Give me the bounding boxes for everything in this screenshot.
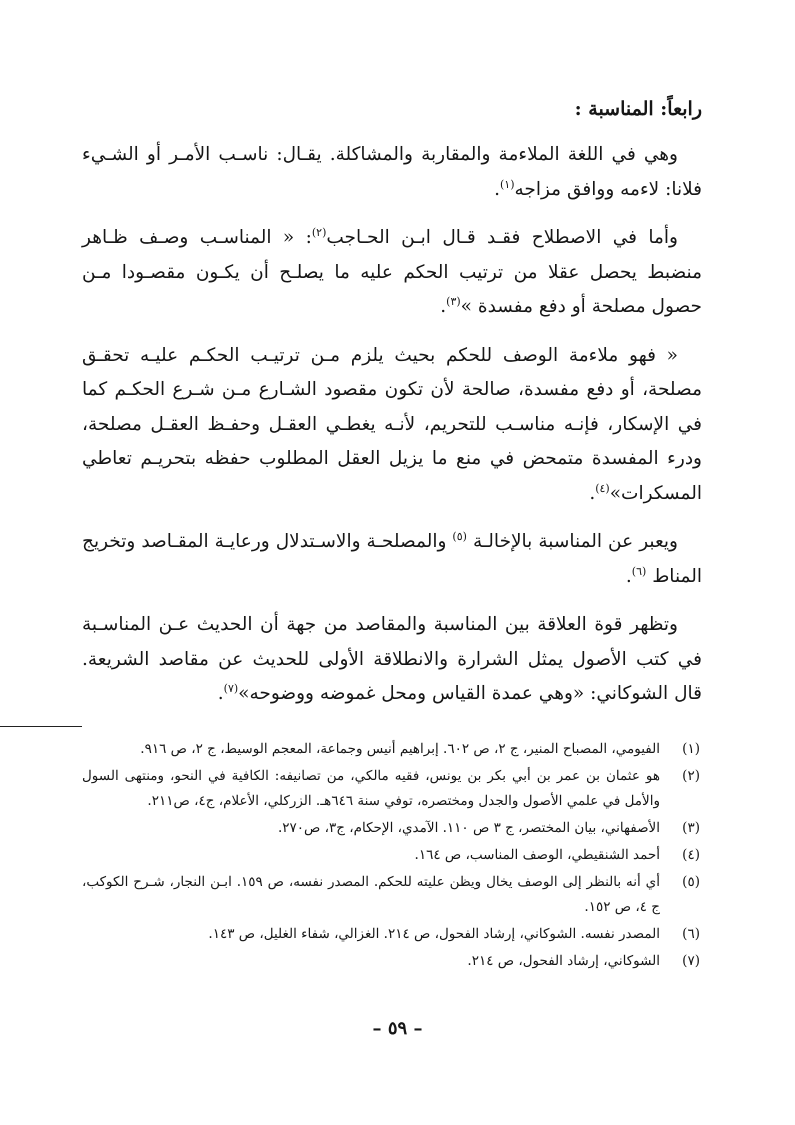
paragraph-tail: .	[494, 178, 500, 200]
paragraph-tail: .	[589, 482, 596, 504]
footnote-ref: (٥)	[452, 529, 467, 543]
footnote-number: (٦)	[682, 925, 700, 942]
paragraph-synonyms	[82, 525, 702, 594]
paragraph-text: وهي في اللغة الملاءمة والمقاربة والمشاكلة. يقـال: ناسـب الأمـر أو الشـيء فلانا: لاءمه ووافق مزاجه	[82, 144, 702, 200]
footnote-ref: (١)	[499, 177, 515, 191]
footnote-item	[82, 737, 702, 762]
paragraph-text: والمصلحـة والاسـتدلال ورعايـة المقـاصد وتخريج المناط	[82, 531, 702, 587]
page-body	[82, 94, 702, 976]
footnote-item	[82, 843, 702, 868]
paragraph-text: ويعبر عن المناسبة بالإخالـة	[466, 531, 678, 552]
paragraph-language-definition	[82, 138, 702, 207]
paragraph-relation	[82, 608, 702, 712]
footnotes-list	[82, 737, 702, 974]
paragraph-text: وتظهر قوة العلاقة بين المناسبة والمقاصد من جهة أن الحديث عـن المناسـبة في كتب الأصول يمثل الشرارة والانطلاقة الأولى للحديث عن مقاصد الشريعة. قال الشوكاني: «وهي عمدة القياس ومحل غموضه ووضوحه»	[82, 614, 702, 704]
footnote-number: (٣)	[682, 819, 700, 836]
footnote-item	[82, 949, 702, 974]
section-heading: رابعاً: المناسبة :	[574, 98, 702, 120]
footnote-ref: (٢)	[311, 225, 327, 239]
paragraph-quote	[82, 339, 702, 512]
footnote-item	[82, 870, 702, 920]
footnote-text: الشوكاني، إرشاد الفحول، ص ٢١٤.	[467, 952, 660, 969]
paragraph-tail: .	[217, 683, 224, 704]
footnote-ref: (٧)	[223, 681, 239, 695]
footnote-text: الأصفهاني، بيان المختصر، ج ٣ ص ١١٠. الآمدي، الإحكام، ج٣، ص٢٧٠.	[277, 819, 660, 836]
footnote-text: المصدر نفسه. الشوكاني، إرشاد الفحول، ص ٢١٤. الغزالي، شفاء الغليل، ص ١٤٣.	[208, 925, 660, 942]
paragraph-tail: .	[625, 565, 632, 587]
paragraph-technical-definition	[82, 221, 702, 325]
footnote-divider	[0, 726, 82, 727]
paragraph-text: « فهو ملاءمة الوصف للحكم بحيث يلزم مـن ترتيـب الحكـم عليـه تحقـق مصلحة، أو دفع مفسدة، صالحة لأن تكون مقصود الشـارع مـن شـرع الحكـم كما في الإسكار، فإنـه مناسـب للتحريم، لأنـه يغطـي العقـل وحفـظ العقـل مصلحة، ودرء المفسدة متمحض في منع ما يزيل العقل المطلوب حفظه بتحريـم تعاطي المسكرات»	[82, 344, 702, 504]
footnote-text: أحمد الشنقيطي، الوصف المناسب، ص ١٦٤.	[414, 846, 660, 863]
footnote-text: أي أنه بالنظر إلى الوصف يخال ويظن عليته للحكم. المصدر نفسه، ص ١٥٩. ابـن النجار، شـرح الكوكب، ج ٤، ص ١٥٢.	[82, 873, 660, 915]
page-number: – ٥٩ –	[372, 1018, 423, 1039]
footnote-number: (٧)	[682, 952, 700, 969]
footnote-number: (٥)	[682, 873, 700, 890]
footnote-ref: (٣)	[446, 294, 461, 308]
footnote-text: الفيومي، المصباح المنير، ج ٢، ص ٦٠٢. إبراهيم أنيس وجماعة، المعجم الوسيط، ج ٢، ص ٩١٦.	[140, 740, 660, 757]
footnote-item	[82, 816, 702, 841]
footnote-ref: (٦)	[631, 564, 647, 578]
footnote-text: هو عثمان بن عمر بن أبي بكر بن يونس، فقيه مالكي، من تصانيفه: الكافية في النحو، ومنتهى السول والأمل في علمي الأصول والجدل ومختصره، توفي سنة ٦٤٦هـ. الزركلي، الأعلام، ج٤، ص٢١١.	[82, 767, 660, 809]
paragraph-tail: .	[440, 296, 447, 317]
footnote-item	[82, 764, 702, 814]
footnote-number: (٤)	[682, 846, 700, 863]
footnote-ref: (٤)	[595, 481, 610, 495]
footnote-number: (١)	[682, 740, 700, 757]
paragraph-text: وأما في الاصطلاح فقـد قـال ابـن الحـاجب	[326, 227, 678, 248]
paragraph-text: : « المناسـب وصـف ظـاهر منضبط يحصل عقلا من ترتيب الحكم عليه ما يصلـح أن يكـون مقصـودا مـن حصول مصلحة أو دفع مفسدة »	[82, 227, 702, 317]
footnote-item	[82, 922, 702, 947]
footnote-number: (٢)	[682, 767, 700, 784]
